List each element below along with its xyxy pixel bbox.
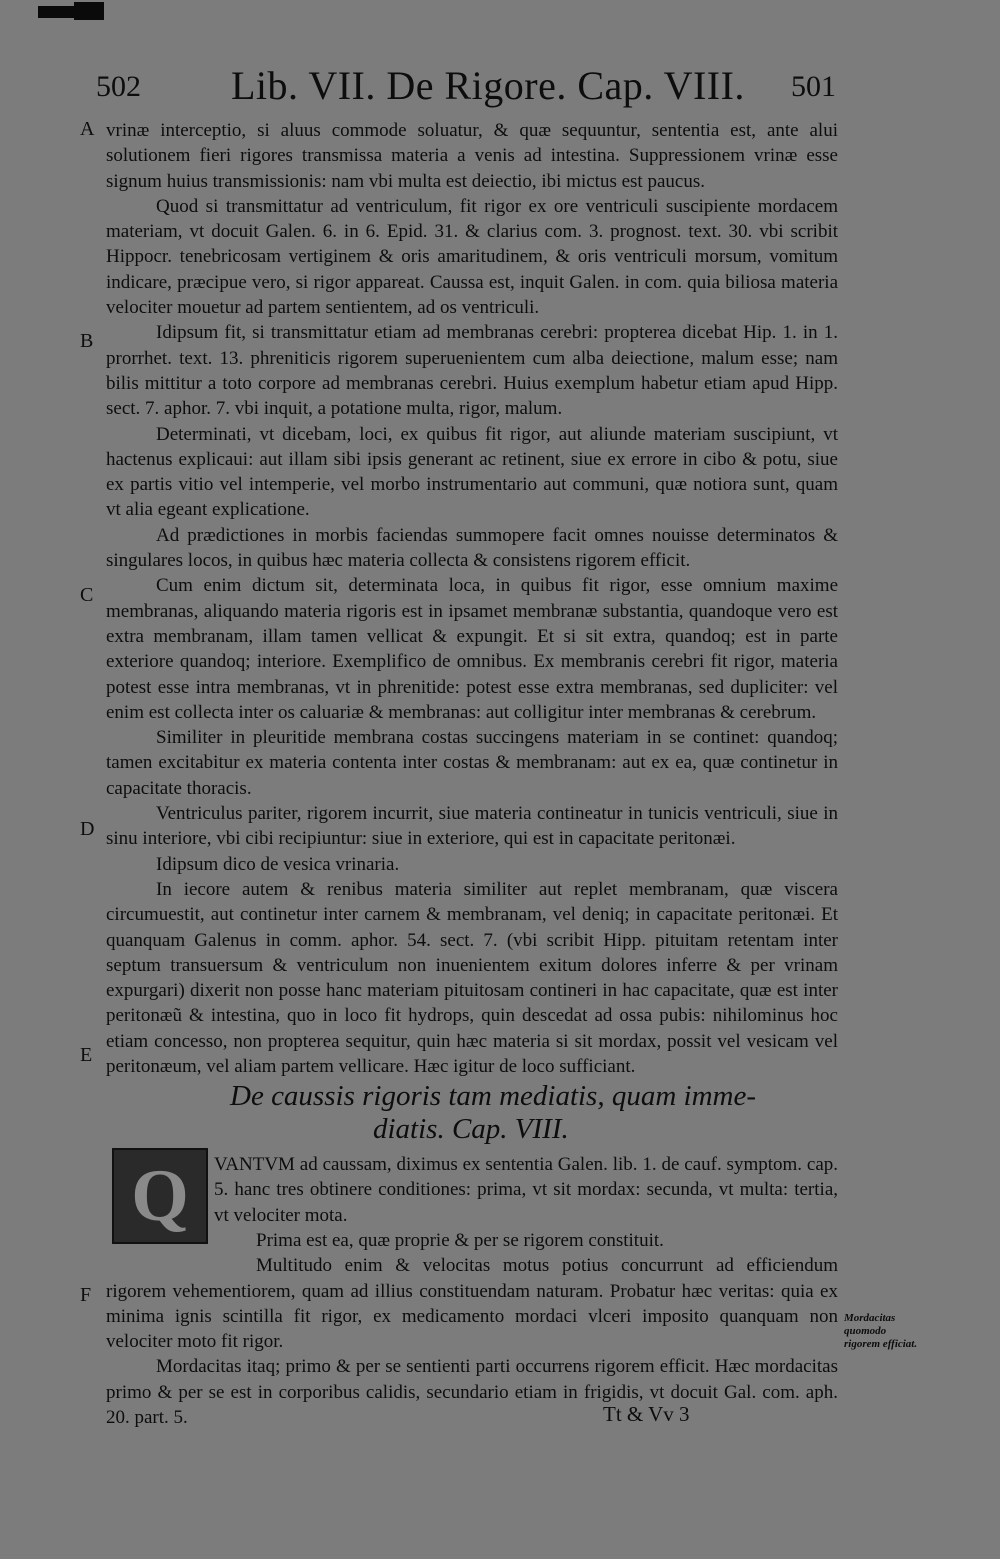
left-page-number: 502: [96, 70, 141, 103]
chapter-heading-line-2: diatis. Cap. VIII.: [373, 1113, 569, 1145]
main-text-section-1: [106, 118, 838, 1079]
marginal-note: Mordacitas quomodo rigorem efficiat.: [844, 1312, 918, 1350]
paragraph: Similiter in pleuritide membrana costas succingens materiam in se continet: quandoq; tamen excitabitur ex materia contenta inter costas & membranam: aut ex ea, quæ continetur in capacitate thoracis.: [106, 727, 838, 799]
paragraph: Idipsum dico de vesica vrinaria.: [156, 853, 400, 875]
paragraph: Prima est ea, quæ proprie & per se rigorem constituit.: [256, 1230, 664, 1251]
paragraph: Idipsum fit, si transmittatur etiam ad membranas cerebri: propterea dicebat Hip. 1. in 1. prorrhet. text. 13. phreniticis rigorem superuenientem cum alba deiectione, malum esse; nam bilis mittitur a toto corpore ad membranas cerebri. Huius exemplum habetur etiam apud Hipp. sect. 7. aphor. 7. vbi inquit, a potatione multa, rigor, malum.: [106, 322, 838, 420]
margin-letter-b: B: [80, 330, 94, 352]
right-page-number: 501: [791, 70, 836, 103]
margin-letter-d: D: [80, 818, 95, 840]
paragraph: Determinati, vt dicebam, loci, ex quibus fit rigor, aut aliunde materiam suscipiunt, vt hactenus explicaui: aut illam sibi ipsis generant ac retinent, siue ex errore in cibo & potu, siue ex partis vitio vel intemperie, vel morbo instrumentario aut communi, quæ notiora sunt, quam vt alia egeant explicatione.: [106, 423, 838, 521]
margin-letter-c: C: [80, 584, 94, 606]
initial-letter: Q: [131, 1155, 189, 1237]
main-text-section-2: [106, 1228, 838, 1430]
paragraph: VANTVM ad caussam, diximus ex sententia Galen. lib. 1. de cauf. symptom. cap. 5. hanc tres obtinere conditiones: prima, vt sit mordax: secunda, vt multa: tertia, vt velociter mota.: [214, 1154, 838, 1226]
paragraph: Quod si transmittatur ad ventriculum, fit rigor ex ore ventriculi suscipiente mordacem materiam, vt docuit Galen. 6. in 6. Epid. 31. & clarius com. 3. prognost. text. 30. vbi scribit Hippocr. tenebricosam vertiginem & oris amaritudinem, & oris ventriculi morsum, vomitum indicare, præcipue vero, si rigor appareat. Caussa est, inquit Galen. in com. quia biliosa materia velociter mouetur ad partem sentientem, ad os ventriculi.: [106, 195, 838, 319]
margin-letter-a: A: [80, 118, 95, 140]
paragraph: Multitudo enim & velocitas motus potius concurrunt ad efficiendum rigorem vehementiorem, quam ad illius constituendam naturam. Probatur hæc veritas: quia ex minima ignis scintilla fit rigor, ex medicamento mordaci vlceri imposito quanquam non velociter moto fit rigor.: [106, 1255, 838, 1353]
paragraph: Ventriculus pariter, rigorem incurrit, siue materia contineatur in tunicis ventriculi, siue in sinu interiore, vbi cibi recipiuntur: siue in exteriore, qui est in capacitate peritonæi.: [106, 803, 838, 850]
main-text-section-2-opening: [214, 1152, 838, 1228]
paragraph: Ad prædictiones in morbis faciendas summopere facit omnes nouisse determinatos & singulares locos, in quibus hæc materia collecta & consistens rigorem efficit.: [106, 524, 838, 572]
paragraph: Cum enim dictum sit, determinata loca, in quibus fit rigor, esse omnium maxime membranas, aliquando materia rigoris est in ipsamet membranæ substantia, quandoque vero est extra membranam, illam tamen vellicat & expungit. Et si sit extra, quandoq; est in parte exteriore quandoq; interiore. Exemplifico de omnibus. Ex membranis cerebri fit rigor, materia potest esse intra membranas, vt in phrenitide: potest esse extra membranas, sed dupliciter: vel enim est collecta inter os caluariæ & membranas: aut colligitur inter membranas & cerebrum.: [106, 575, 838, 723]
chapter-heading: [230, 1080, 790, 1146]
paragraph: Mordacitas itaq; primo & per se sentienti parti occurrens rigorem efficit. Hæc mordacitas primo & per se est in corporibus calidis, secundario etiam in frigidis, vt docuit Gal. com. aph. 20. part. 5.: [106, 1356, 838, 1429]
paragraph: In iecore autem & renibus materia similiter aut replet membranam, quæ viscera circumuestit, aut continetur inter carnem & membranam, vel deniq; in capacitate peritonæi. Et quanquam Galenus in comm. aphor. 54. sect. 7. (vbi scribit Hipp. pituitam retentam inter septum transuersum & ventriculum non inuenientem exitum dolores inferre & per vrinam expurgari) dixerit non posse hanc materiam pituitosam contineri in hac capacitate, quæ est inter peritonæũ & intestina, quo in loco fit hydrops, quin descedat ad ossa pubis: nihilominus hoc etiam concesso, non propterea sequitur, quin hæc materia si sit mordax, possit vel vesicam vel peritonæum, vel aliam partem vellicare. Hæc igitur de loco sufficiant.: [106, 878, 838, 1077]
margin-letter-e: E: [80, 1044, 93, 1066]
corner-ink-mark: [38, 6, 104, 18]
signature-mark: Tt & Vv 3: [603, 1402, 690, 1426]
running-title: Lib. VII. De Rigore. Cap. VIII.: [231, 63, 745, 108]
page-header: [96, 62, 836, 108]
margin-letter-f: F: [80, 1284, 92, 1306]
chapter-heading-line-1: De caussis rigoris tam mediatis, quam imme-: [230, 1080, 757, 1112]
paragraph: vrinæ interceptio, si aluus commode soluatur, & quæ sequuntur, sententia est, ante alui solutionem fieri rigores transmissa materia a venis ad intestina. Suppressionem vrinæ esse signum huius transmissionis: nam vbi multa est deiectio, ibi mictus est paucus.: [106, 120, 838, 192]
